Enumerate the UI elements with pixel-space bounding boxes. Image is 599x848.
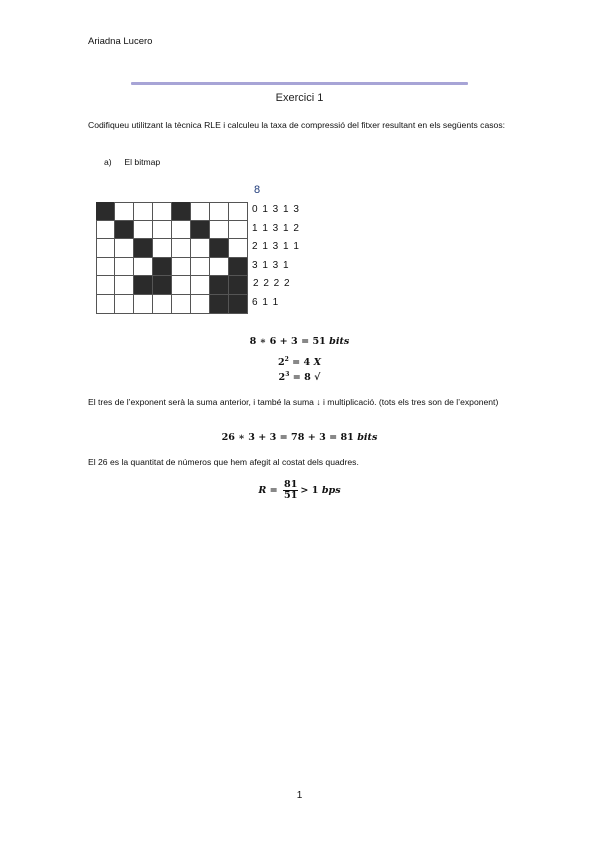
bitmap-cell-black (210, 295, 229, 314)
equation-2-exponent: 2 (284, 356, 289, 363)
bitmap-cell-black (134, 276, 153, 295)
rle-code-row: 3 1 3 1 (252, 259, 290, 271)
bitmap-cell-white (229, 202, 248, 221)
equation-1-unit: bits (329, 336, 350, 347)
bitmap-cell-black (172, 202, 191, 221)
bitmap-cell-white (191, 295, 210, 314)
bitmap-cell-white (229, 221, 248, 240)
bitmap-cell-white (191, 276, 210, 295)
title-divider (131, 82, 468, 85)
bitmap-cell-white (191, 258, 210, 277)
bitmap-cell-white (134, 295, 153, 314)
bitmap-cell-white (229, 239, 248, 258)
bitmap-cell-white (134, 221, 153, 240)
bitmap-cell-black (229, 258, 248, 277)
bitmap-cell-black (210, 239, 229, 258)
equation-power-2 (0, 356, 599, 368)
rle-code-row: 2 2 2 2 (253, 278, 291, 290)
rle-code-row: 0 1 3 1 3 (252, 204, 300, 215)
page-title: Exercici 1 (275, 92, 324, 104)
intro-paragraph: Codifiqueu utilitzant la tècnica RLE i calculeu la taxa de compressió del fitxer resultant en els següents casos: (88, 120, 506, 130)
equation-2-rhs: = 4 (288, 357, 314, 369)
bitmap-cell-black (229, 276, 248, 295)
bitmap-cell-white (115, 295, 134, 314)
bitmap-cell-white (96, 276, 115, 295)
bitmap-cell-white (172, 276, 191, 295)
rle-code-row: 6 1 1 (252, 297, 280, 308)
bitmap-cell-white (153, 239, 172, 258)
equation-1-text: 8 ∗ 6 + 3 = 51 (249, 336, 326, 347)
bitmap-cell-white (134, 202, 153, 221)
bitmap-cell-white (172, 239, 191, 258)
bitmap-cell-white (153, 202, 172, 221)
bitmap-cell-black (210, 276, 229, 295)
equation-3-exponent: 3 (285, 371, 290, 378)
bitmap-cell-black (191, 221, 210, 240)
bitmap-cell-black (153, 258, 172, 277)
bitmap-cell-white (115, 258, 134, 277)
equation-4-text: 26 ∗ 3 + 3 = 78 + 3 = 81 (221, 432, 354, 443)
bitmap-cell-black (229, 295, 248, 314)
bitmap-cell-white (210, 202, 229, 221)
bitmap-cell-white (153, 295, 172, 314)
equation-5-rhs: > 1 (300, 485, 319, 496)
author-header: Ariadna Lucero (88, 36, 153, 47)
bitmap-cell-white (172, 221, 191, 240)
equation-2-variable: X (313, 357, 322, 369)
rle-code-row: 2 1 3 1 1 (252, 241, 300, 253)
equation-bits-2 (0, 432, 599, 443)
equation-2-base: 2 (277, 357, 285, 369)
bitmap-cell-white (115, 239, 134, 258)
list-item-label: El bitmap (124, 157, 161, 167)
fraction-numerator: 81 (284, 479, 298, 490)
equation-3-rhs: = 8 √ (289, 372, 321, 384)
bitmap-cell-white (96, 295, 115, 314)
equation-5-unit: bps (321, 485, 341, 496)
list-item-a (104, 157, 160, 167)
bitmap-cell-white (191, 202, 210, 221)
bitmap-cell-white (153, 221, 172, 240)
ratio-fraction (283, 480, 298, 501)
exponent-explanation: El tres de l’exponent serà la suma anterior, i també la suma ↓ i multiplicació. (tots els tres son de l’exponent) (88, 397, 499, 407)
bitmap-width-number: 8 (254, 184, 261, 196)
bitmap-cell-black (153, 276, 172, 295)
equation-3-base: 2 (278, 372, 286, 384)
fraction-denominator: 51 (284, 490, 298, 501)
bitmap-cell-white (134, 258, 153, 277)
bitmap-cell-white (172, 295, 191, 314)
bitmap-cell-black (134, 239, 153, 258)
bitmap-cell-white (172, 258, 191, 277)
equation-bits-1 (0, 336, 599, 347)
equation-4-unit: bits (357, 432, 378, 443)
bitmap-cell-black (115, 221, 134, 240)
bitmap-cell-white (210, 221, 229, 240)
rle-code-row: 1 1 3 1 2 (252, 222, 300, 234)
page-number: 1 (296, 790, 303, 801)
bitmap-cell-black (96, 202, 115, 221)
bitmap-cell-white (191, 239, 210, 258)
equation-power-3 (0, 371, 599, 383)
count-explanation: El 26 es la quantitat de números que hem afegit al costat dels quadres. (88, 457, 359, 467)
list-marker: a) (104, 157, 112, 167)
equation-ratio (0, 480, 599, 501)
bitmap-cell-white (96, 258, 115, 277)
equation-5-lhs: R = (258, 485, 282, 496)
bitmap-cell-white (115, 202, 134, 221)
bitmap-cell-white (96, 221, 115, 240)
bitmap-cell-white (115, 276, 134, 295)
bitmap-cell-white (210, 258, 229, 277)
bitmap-cell-white (96, 239, 115, 258)
